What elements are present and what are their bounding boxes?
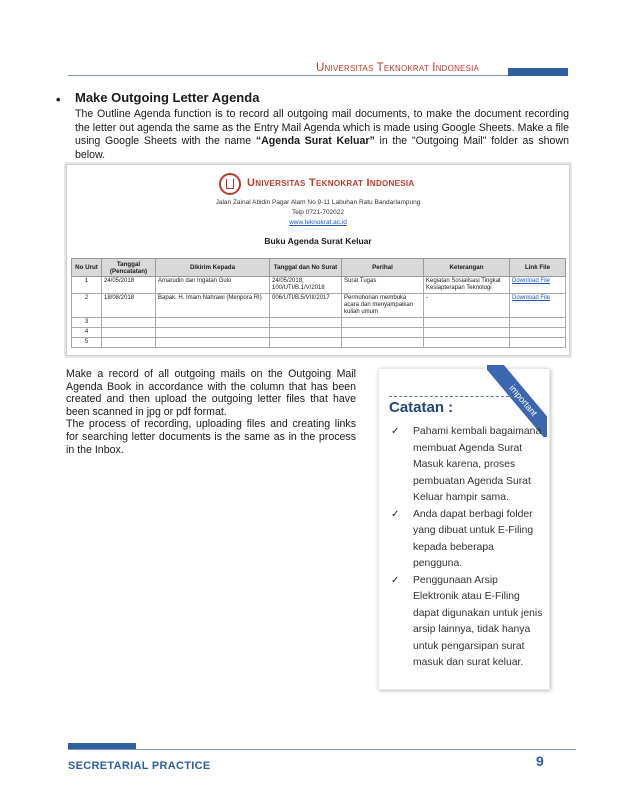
checkmark-icon: ✓	[391, 574, 400, 586]
section-bullet: •	[56, 92, 61, 107]
table-cell: -	[424, 294, 510, 318]
table-cell	[342, 338, 424, 348]
download-file-link[interactable]: Download File	[510, 277, 566, 294]
table-cell: 006/UTI/B.5/VIII/2017	[270, 294, 342, 318]
column-header: Dikirim Kepada	[156, 259, 270, 277]
header-rule	[68, 75, 508, 76]
table-cell	[424, 328, 510, 338]
sheet-website: www.teknokrat.ac.id	[289, 219, 347, 226]
table-cell	[424, 318, 510, 328]
list-item: ✓ Anda dapat berbagi folder yang dibuat untuk E-Filing kepada beberapa pengguna.	[391, 508, 534, 569]
table-row	[72, 338, 566, 348]
table-cell	[424, 338, 510, 348]
table-cell: 1	[72, 277, 102, 294]
table-cell: 24/05/2018, 100/UTI/B.1/V/2018	[270, 277, 342, 294]
download-file-link[interactable]: Download File	[510, 294, 566, 318]
table-cell: 4	[72, 328, 102, 338]
intro-paragraph: The Outline Agenda function is to record all outgoing mail documents, to make the document recording the letter out agenda the same as the Entry Mail Agenda which is made using Google Sheets. Make a file using Google Sheets with the name “Agenda Surat Keluar” in the "Outgoing Mail" folder as shown below.	[75, 108, 569, 161]
table-cell: 5	[72, 338, 102, 348]
note-title: Catatan :	[389, 399, 454, 416]
table-cell: Permohonan membuka acara dan menyampaikan kuliah umum	[342, 294, 424, 318]
list-item: ✓ Pahami kembali bagaimana membuat Agenda Surat Masuk karena, proses pembuatan Agenda Surat Keluar hampir sama.	[391, 426, 542, 503]
table-cell	[270, 318, 342, 328]
table-cell: 2	[72, 294, 102, 318]
table-cell	[156, 338, 270, 348]
note-list	[389, 424, 544, 672]
header-accent-bar	[508, 68, 568, 76]
outgoing-mail-instructions: Make a record of all outgoing mails on the Outgoing Mail Agenda Book in accordance with the column that has been created and then upload the outgoing letter files that have been scanned in jpg or pdf format. The process of recording, uploading files and creating links for searching letter documents is the same as in the process in the Inbox.	[66, 368, 356, 456]
table-row	[72, 318, 566, 328]
table-header-row	[72, 259, 566, 277]
table-cell: 18/08/2018	[102, 294, 156, 318]
table-cell	[270, 328, 342, 338]
column-header: Perihal	[342, 259, 424, 277]
sheet-title: Buku Agenda Surat Keluar	[264, 236, 372, 246]
sheet-university-name: Universitas Teknokrat Indonesia	[247, 177, 415, 189]
sheet-phone: Telp 0721-702022	[291, 209, 345, 216]
section-title: Make Outgoing Letter Agenda	[75, 90, 260, 105]
table-cell: Amarudin dan Ingatan Gulo	[156, 277, 270, 294]
column-header: No Urut	[72, 259, 102, 277]
column-header: Tanggal (Pencatatan)	[102, 259, 156, 277]
table-cell: Kegiatan Sosialisasi Tingkat Kesiapterapan Teknologi	[424, 277, 510, 294]
table-cell	[156, 328, 270, 338]
list-item: ✓ Penggunaan Arsip Elektronik atau E-Filing dapat digunakan untuk jenis arsip lainnya, tidak hanya untuk pengarsipan surat masuk dan surat keluar.	[391, 574, 543, 668]
table-row	[72, 277, 566, 294]
agenda-table	[71, 258, 566, 348]
table-cell	[270, 338, 342, 348]
checkmark-icon: ✓	[391, 426, 400, 437]
table-cell: 3	[72, 318, 102, 328]
note-box	[378, 368, 550, 690]
table-cell	[102, 338, 156, 348]
table-cell	[102, 318, 156, 328]
note-divider	[389, 396, 509, 397]
sheet-filename: “Agenda Surat Keluar”	[255, 135, 375, 148]
table-row	[72, 294, 566, 318]
table-cell: 24/05/2018	[102, 277, 156, 294]
column-header: Keterangan	[424, 259, 510, 277]
column-header: Link File	[510, 259, 566, 277]
agenda-sheet-image	[66, 164, 570, 356]
table-cell	[342, 318, 424, 328]
table-cell: Surat Tugas	[342, 277, 424, 294]
university-logo-icon	[219, 173, 241, 195]
ribbon-label: important	[507, 382, 540, 419]
sheet-address: Jalan Zainal Abidin Pagar Alam No 9-11 Labuhan Ratu Bandarlampung	[215, 199, 421, 206]
column-header: Tanggal dan No Surat	[270, 259, 342, 277]
table-cell	[156, 318, 270, 328]
footer-rule	[68, 749, 576, 750]
table-cell	[102, 328, 156, 338]
header-title: Universitas Teknokrat Indonesia	[316, 62, 480, 74]
table-cell	[342, 328, 424, 338]
page-number: 9	[536, 753, 544, 769]
footer-title: SECRETARIAL PRACTICE	[68, 760, 211, 772]
table-row	[72, 328, 566, 338]
table-cell	[510, 328, 566, 338]
table-cell	[510, 318, 566, 328]
table-cell	[510, 338, 566, 348]
checkmark-icon: ✓	[391, 508, 400, 520]
table-cell: Bapak. H. Imam Nahrawi (Menpora RI)	[156, 294, 270, 318]
